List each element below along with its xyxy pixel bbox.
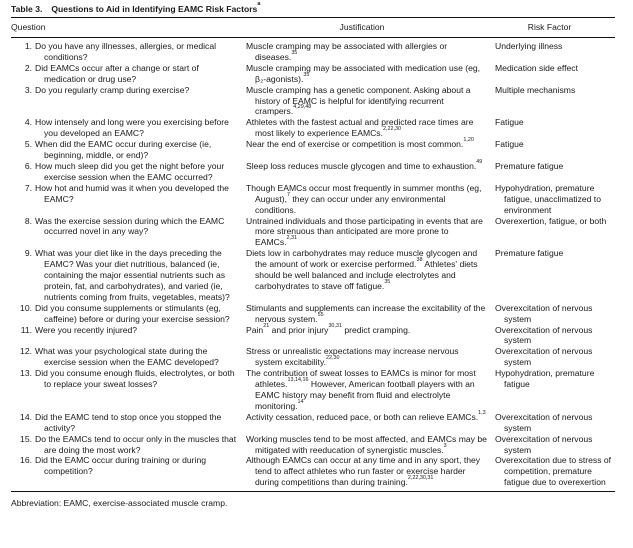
question-number: 16. xyxy=(20,455,32,466)
citation-superscript: 35 xyxy=(303,71,310,78)
citation-superscript: 38 xyxy=(416,257,423,264)
question-text: Was the exercise session during which the EAMC occurred novel in any way? xyxy=(35,215,225,237)
cell-justification xyxy=(246,409,487,434)
justification-text: Near the end of exercise or competition is most common. xyxy=(246,139,464,150)
cell-risk-factor: Underlying illness xyxy=(495,41,563,51)
table-row xyxy=(11,409,615,434)
citation-superscript: 30,31 xyxy=(328,322,342,329)
cell-justification xyxy=(246,434,487,456)
citation-superscript: 22,30 xyxy=(326,355,340,362)
question-text: Did you consume enough fluids, electrolytes, or both to replace your sweat losses? xyxy=(35,368,235,390)
table-row xyxy=(11,248,615,303)
question-number: 12. xyxy=(20,346,32,357)
table-row xyxy=(11,216,615,249)
question-text: Were you recently injured? xyxy=(35,324,138,335)
question-number: 14. xyxy=(20,411,32,422)
cell-justification xyxy=(246,346,487,368)
question-text: How much sleep did you get the night before your exercise session when the EAMC occurred? xyxy=(35,160,225,182)
justification-text: Activity cessation, reduced pace, or both can relieve EAMCs. xyxy=(246,411,479,422)
cell-question xyxy=(11,161,239,183)
citation-superscript: 2,31 xyxy=(286,235,298,242)
cell-risk-factor: Premature fatigue xyxy=(495,160,564,171)
citation-superscript: 49 xyxy=(476,158,483,165)
citation-superscript: 14 xyxy=(297,398,304,405)
table-row xyxy=(11,85,615,118)
question-number: 11. xyxy=(20,324,32,335)
citation-superscript: 55 xyxy=(317,311,324,318)
cell-justification xyxy=(246,117,487,139)
question-number: 3. xyxy=(24,84,32,95)
table-row xyxy=(11,322,615,347)
cell-risk-factor: Overexertion, fatigue, or both xyxy=(495,215,607,226)
justification-text-continued: predict cramping. xyxy=(341,324,411,335)
cell-justification xyxy=(246,183,487,216)
table-row xyxy=(11,117,615,139)
cell-question xyxy=(11,117,239,139)
cell-question xyxy=(11,303,239,325)
question-number: 10. xyxy=(20,302,32,313)
table-body xyxy=(11,38,615,488)
justification-text: Stress or unrealistic expectations may increase nervous system excitability. xyxy=(246,346,459,368)
table-title xyxy=(11,3,615,17)
cell-risk-factor: Overexcitation of nervous system xyxy=(495,346,593,368)
cell-question xyxy=(11,346,239,368)
cell-question xyxy=(11,41,239,63)
cell-risk-factor: Overexcitation of nervous system xyxy=(495,433,593,455)
justification-text-continued: Athletes' diets should be well balanced and include electrolytes and carbohydrates to stave off fatigue. xyxy=(255,259,478,291)
justification-text: The contribution of sweat losses to EAMCs is minor for most athletes. xyxy=(246,368,476,390)
cell-question xyxy=(11,216,239,249)
cell-justification xyxy=(246,63,487,85)
cell-question xyxy=(11,325,239,347)
question-text: What was your diet like in the days preceding the EAMC? Was your diet nutritious, balanced (ie, containing the major essential nutrients such as protein, fat, and carbohydrates), and varied (ie, nutrients coming from fruits, vegetables, meats)? xyxy=(35,248,230,302)
question-number: 4. xyxy=(24,117,32,128)
table-footnote: Abbreviation: EAMC, exercise-associated muscle cramp. xyxy=(11,498,228,509)
cell-risk-factor: Premature fatigue xyxy=(495,248,564,259)
question-text: How intensely and long were you exercising before you developed an EAMC? xyxy=(35,117,229,139)
justification-text: Muscle cramping has a genetic component. Asking about a history of EAMC is helpful for identifying recurrent crampers. xyxy=(246,84,471,117)
justification-text: Untrained individuals and those participating in events that are more strenuous than anticipated are more prone to EAMCs. xyxy=(246,215,483,248)
table-header xyxy=(11,18,615,37)
cell-question xyxy=(11,412,239,434)
cell-question xyxy=(11,248,239,303)
question-number: 1. xyxy=(24,41,32,51)
question-text: Did EAMCs occur after a change or start of medication or drug use? xyxy=(35,62,199,84)
cell-risk-factor: Overexcitation due to stress of competition, premature fatigue due to overexertion xyxy=(495,455,612,488)
cell-justification xyxy=(246,85,487,118)
cell-question xyxy=(11,434,239,456)
table-container xyxy=(11,3,615,509)
citation-superscript: 4,29,48 xyxy=(293,104,312,111)
header-question: Question xyxy=(11,22,46,32)
justification-text: Working muscles tend to be most affected, and EAMCs may be mitigated with reeducation of synergistic muscles. xyxy=(246,433,487,455)
cell-justification xyxy=(246,368,487,412)
cell-risk-factor: Fatigue xyxy=(495,117,524,128)
question-text: When did the EAMC occur during exercise (ie, beginning, middle, or end)? xyxy=(35,139,212,161)
cell-question xyxy=(11,85,239,118)
cell-justification xyxy=(246,41,487,63)
citation-superscript: 35 xyxy=(384,278,391,285)
citation-superscript: 1,20 xyxy=(463,137,474,144)
table-row xyxy=(11,63,615,85)
justification-text-continued: they can occur under any environmental conditions. xyxy=(255,193,446,215)
table-row xyxy=(11,455,615,488)
question-text: Do the EAMCs tend to occur only in the muscles that are doing the most work? xyxy=(35,433,237,455)
justification-text: Pain xyxy=(246,324,264,335)
table-row xyxy=(11,346,615,368)
cell-question xyxy=(11,455,239,488)
question-number: 13. xyxy=(20,368,32,379)
question-number: 8. xyxy=(24,215,32,226)
citation-superscript: 21 xyxy=(263,322,270,329)
question-number: 6. xyxy=(24,160,32,171)
question-number: 5. xyxy=(24,139,32,150)
table-title-text: Questions to Aid in Identifying EAMC Risk Factors xyxy=(51,4,258,14)
cell-justification xyxy=(246,158,487,183)
title-footnote-marker: a xyxy=(257,1,261,7)
bottom-rule xyxy=(11,491,615,492)
cell-risk-factor: Hypohydration, premature fatigue, unacclimatized to environment xyxy=(495,182,601,215)
justification-text: Stimulants and supplements can increase the excitability of the nervous system. xyxy=(246,302,486,324)
table-row xyxy=(11,434,615,456)
cell-risk-factor: Overexcitation of nervous system xyxy=(495,411,593,433)
question-number: 2. xyxy=(24,62,32,73)
table-row xyxy=(11,139,615,161)
citation-superscript: 7 xyxy=(287,191,291,198)
citation-superscript: 2,22,30 xyxy=(383,126,401,133)
cell-risk-factor: Fatigue xyxy=(495,139,524,150)
citation-superscript: 3 xyxy=(443,442,447,449)
table-row xyxy=(11,183,615,216)
justification-text: Although EAMCs can occur at any time and in any sport, they tend to affect athletes who run faster or exercise harder during competitions than during training. xyxy=(246,455,481,488)
citation-superscript: 2,22,30,31 xyxy=(407,475,434,482)
table-label: Table 3. xyxy=(11,4,43,14)
justification-text: Though EAMCs occur most frequently in summer months (eg, August), xyxy=(246,182,482,204)
table-row xyxy=(11,303,615,325)
header-risk-factor: Risk Factor xyxy=(527,22,572,32)
question-number: 7. xyxy=(24,182,32,193)
cell-justification xyxy=(246,455,487,488)
question-text: Do you have any illnesses, allergies, or medical conditions? xyxy=(35,41,217,62)
question-text: How hot and humid was it when you developed the EAMC? xyxy=(35,182,229,204)
citation-superscript: 35 xyxy=(291,49,298,56)
citation-superscript: 1,3 xyxy=(478,409,486,416)
cell-justification xyxy=(246,248,487,303)
justification-text-continued: and prior injury xyxy=(269,324,329,335)
cell-question xyxy=(11,139,239,161)
cell-justification xyxy=(246,216,487,249)
cell-justification xyxy=(246,139,487,161)
citation-superscript: 13,14,16 xyxy=(287,377,309,384)
question-text: Did the EAMC tend to stop once you stopped the activity? xyxy=(35,411,222,433)
cell-risk-factor: Overexcitation of nervous system xyxy=(495,302,593,324)
cell-justification xyxy=(246,303,487,325)
cell-question xyxy=(11,183,239,216)
question-text: What was your psychological state during the exercise session when the EAMC developed? xyxy=(35,346,219,368)
header-justification: Justification xyxy=(339,22,385,32)
table-row xyxy=(11,368,615,412)
cell-question xyxy=(11,368,239,412)
cell-risk-factor: Overexcitation of nervous system xyxy=(495,324,593,346)
table-row xyxy=(11,41,615,63)
cell-risk-factor: Medication side effect xyxy=(495,62,578,73)
justification-text: Sleep loss reduces muscle glycogen and time to exhaustion. xyxy=(246,160,477,171)
justification-text: Muscle cramping may be associated with allergies or diseases. xyxy=(246,41,448,62)
cell-justification xyxy=(246,322,487,347)
justification-text: Muscle cramping may be associated with medication use (eg, β₂-agonists). xyxy=(246,62,481,84)
cell-risk-factor: Hypohydration, premature fatigue xyxy=(495,368,595,390)
question-number: 15. xyxy=(20,433,32,444)
question-text: Did you consume supplements or stimulants (eg, caffeine) before or during your exercise session? xyxy=(35,302,230,324)
cell-risk-factor: Multiple mechanisms xyxy=(495,84,576,95)
cell-question xyxy=(11,63,239,85)
justification-text-continued: However, American football players with an EAMC history may benefit from fluid and electrolyte monitoring. xyxy=(255,379,475,411)
justification-text: Athletes with the fastest actual and predicted race times are most likely to experience EAMCs. xyxy=(246,117,474,139)
table-row xyxy=(11,158,615,183)
question-number: 9. xyxy=(24,248,32,259)
question-text: Do you regularly cramp during exercise? xyxy=(35,84,190,95)
justification-text: Diets low in carbohydrates may reduce muscle glycogen and the amount of work or exercise performed. xyxy=(246,248,478,270)
question-text: Did the EAMC occur during training or during competition? xyxy=(35,455,207,477)
